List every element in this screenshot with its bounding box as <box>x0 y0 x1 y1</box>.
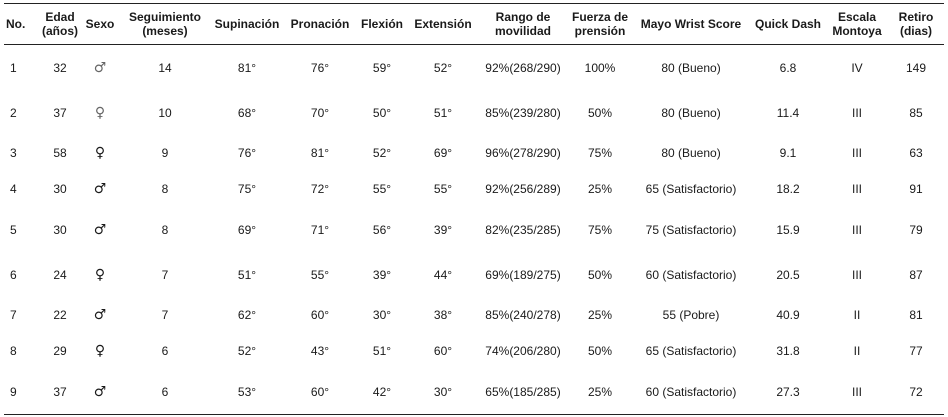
female-symbol-icon: ♀ <box>94 104 106 121</box>
cell-rango: 74%(206/280) <box>485 344 561 358</box>
cell-fuerza: 25% <box>587 384 613 399</box>
cell-edad: 32 <box>53 60 67 75</box>
cell-pronacion: 71° <box>310 222 330 237</box>
cell-sexo <box>80 90 120 135</box>
cell-montoya: III <box>851 146 862 160</box>
cell-extension: 60° <box>433 344 453 358</box>
header-rango: Rango de movilidad <box>494 10 551 38</box>
cell-flexion: 51° <box>372 344 392 358</box>
cell-retiro: 81 <box>909 308 923 322</box>
cell-retiro: 79 <box>909 222 923 237</box>
cell-pronacion: 76° <box>310 60 330 75</box>
cell-montoya: III <box>851 182 862 196</box>
cell-montoya: III <box>851 105 862 120</box>
cell-rango: 69%(189/275) <box>485 267 561 282</box>
cell-seguimiento: 6 <box>161 384 169 399</box>
table-row <box>4 297 944 333</box>
cell-no: 6 <box>10 267 17 282</box>
cell-pronacion: 55° <box>310 267 330 282</box>
cell-edad: 24 <box>53 267 67 282</box>
cell-mayo: 60 (Satisfactorio) <box>645 267 737 282</box>
header-supinacion: Supinación <box>214 17 280 31</box>
cell-sexo <box>80 207 120 252</box>
cell-mayo: 65 (Satisfactorio) <box>645 182 737 196</box>
cell-rango: 92%(268/290) <box>485 60 561 75</box>
cell-extension: 52° <box>433 60 453 75</box>
cell-sexo <box>80 297 120 333</box>
cell-montoya: III <box>851 222 862 237</box>
cell-fuerza: 75% <box>587 146 613 160</box>
cell-quickdash: 27.3 <box>776 384 800 399</box>
cell-quickdash: 6.8 <box>779 60 797 75</box>
cell-seguimiento: 6 <box>161 344 169 358</box>
cell-quickdash: 20.5 <box>776 267 800 282</box>
table-row <box>4 135 944 171</box>
cell-pronacion: 43° <box>310 344 330 358</box>
female-symbol-icon: ♀ <box>94 145 106 161</box>
cell-supinacion: 81° <box>237 60 257 75</box>
table-row <box>4 369 944 415</box>
cell-seguimiento: 7 <box>161 308 169 322</box>
cell-no: 8 <box>10 344 17 358</box>
cell-extension: 44° <box>433 267 453 282</box>
header-montoya: Escala Montoya <box>832 10 882 38</box>
cell-sexo <box>80 369 120 415</box>
cell-flexion: 52° <box>372 146 392 160</box>
cell-fuerza: 50% <box>587 267 613 282</box>
cell-quickdash: 40.9 <box>776 308 800 322</box>
header-flexion: Flexión <box>360 17 403 31</box>
cell-seguimiento: 8 <box>161 222 169 237</box>
cell-quickdash: 9.1 <box>779 146 797 160</box>
cell-fuerza: 25% <box>587 182 613 196</box>
header-extension: Extensión <box>414 17 472 31</box>
cell-supinacion: 75° <box>237 182 257 196</box>
cell-supinacion: 69° <box>237 222 257 237</box>
cell-quickdash: 11.4 <box>776 105 800 120</box>
table-row <box>4 333 944 369</box>
cell-edad: 37 <box>53 384 67 399</box>
cell-retiro: 149 <box>905 60 927 75</box>
cell-montoya: II <box>853 308 861 322</box>
header-no: No. <box>6 17 26 31</box>
cell-sexo <box>80 252 120 297</box>
cell-pronacion: 70° <box>310 105 330 120</box>
cell-pronacion: 81° <box>310 146 330 160</box>
cell-pronacion: 72° <box>310 182 330 196</box>
cell-no: 4 <box>10 182 17 196</box>
cell-flexion: 56° <box>372 222 392 237</box>
male-symbol-icon: ♂ <box>93 221 107 238</box>
cell-flexion: 30° <box>372 308 392 322</box>
male-symbol-icon: ♂ <box>93 307 107 323</box>
cell-no: 3 <box>10 146 17 160</box>
cell-extension: 51° <box>433 105 453 120</box>
cell-edad: 58 <box>53 146 67 160</box>
cell-fuerza: 75% <box>587 222 613 237</box>
header-edad: Edad (años) <box>42 10 78 38</box>
header-sexo: Sexo <box>85 17 115 31</box>
male-symbol-icon: ♂ <box>93 59 107 76</box>
header-seguimiento: Seguimiento (meses) <box>128 10 201 38</box>
cell-quickdash: 15.9 <box>776 222 800 237</box>
cell-sexo <box>80 171 120 207</box>
cell-no: 7 <box>10 308 17 322</box>
cell-extension: 30° <box>433 384 453 399</box>
cell-retiro: 85 <box>909 105 923 120</box>
female-symbol-icon: ♀ <box>94 343 106 359</box>
cell-edad: 30 <box>53 182 67 196</box>
header-row <box>4 4 944 45</box>
results-table-container <box>4 3 944 415</box>
cell-flexion: 50° <box>372 105 392 120</box>
cell-supinacion: 62° <box>237 308 257 322</box>
cell-sexo <box>80 333 120 369</box>
cell-seguimiento: 9 <box>161 146 169 160</box>
cell-sexo <box>80 45 120 91</box>
table-row <box>4 171 944 207</box>
cell-quickdash: 18.2 <box>776 182 800 196</box>
cell-mayo: 80 (Bueno) <box>661 146 721 160</box>
header-mayo: Mayo Wrist Score <box>640 17 742 31</box>
cell-edad: 30 <box>53 222 67 237</box>
cell-extension: 38° <box>433 308 453 322</box>
cell-fuerza: 25% <box>587 308 613 322</box>
cell-flexion: 42° <box>372 384 392 399</box>
cell-quickdash: 31.8 <box>776 344 800 358</box>
cell-extension: 55° <box>433 182 453 196</box>
cell-pronacion: 60° <box>310 308 330 322</box>
table-row <box>4 45 944 91</box>
female-symbol-icon: ♀ <box>94 266 106 283</box>
cell-retiro: 77 <box>909 344 923 358</box>
cell-edad: 29 <box>53 344 67 358</box>
cell-seguimiento: 7 <box>161 267 169 282</box>
cell-extension: 39° <box>433 222 453 237</box>
table-row <box>4 207 944 252</box>
cell-fuerza: 50% <box>587 344 613 358</box>
cell-supinacion: 53° <box>237 384 257 399</box>
cell-mayo: 75 (Satisfactorio) <box>645 222 737 237</box>
cell-flexion: 59° <box>372 60 392 75</box>
cell-seguimiento: 8 <box>161 182 169 196</box>
table-body <box>4 45 944 415</box>
cell-seguimiento: 14 <box>158 60 172 75</box>
cell-no: 1 <box>10 60 17 75</box>
cell-no: 9 <box>10 384 17 399</box>
table-row <box>4 252 944 297</box>
header-pronacion: Pronación <box>290 17 350 31</box>
cell-rango: 82%(235/285) <box>485 222 561 237</box>
cell-supinacion: 76° <box>237 146 257 160</box>
cell-rango: 85%(240/278) <box>485 308 561 322</box>
cell-flexion: 39° <box>372 267 392 282</box>
cell-montoya: III <box>851 267 862 282</box>
cell-retiro: 87 <box>909 267 923 282</box>
cell-supinacion: 68° <box>237 105 257 120</box>
cell-rango: 85%(239/280) <box>485 105 561 120</box>
cell-montoya: IV <box>851 60 863 75</box>
cell-retiro: 72 <box>909 384 923 399</box>
cell-fuerza: 100% <box>584 60 616 75</box>
table-row <box>4 90 944 135</box>
results-table <box>4 3 944 415</box>
cell-mayo: 65 (Satisfactorio) <box>645 344 737 358</box>
cell-retiro: 63 <box>909 146 923 160</box>
male-symbol-icon: ♂ <box>93 383 107 400</box>
cell-montoya: II <box>853 344 861 358</box>
header-quickdash: Quick Dash <box>754 17 822 31</box>
cell-montoya: III <box>851 384 862 399</box>
cell-rango: 96%(278/290) <box>485 146 561 160</box>
male-symbol-icon: ♂ <box>93 181 107 197</box>
cell-rango: 92%(256/289) <box>485 182 561 196</box>
cell-supinacion: 52° <box>237 344 257 358</box>
cell-pronacion: 60° <box>310 384 330 399</box>
cell-mayo: 80 (Bueno) <box>661 105 721 120</box>
cell-mayo: 55 (Pobre) <box>662 308 720 322</box>
table-header <box>4 4 944 45</box>
header-fuerza: Fuerza de prensión <box>571 10 628 38</box>
cell-retiro: 91 <box>909 182 923 196</box>
cell-edad: 37 <box>53 105 67 120</box>
cell-no: 5 <box>10 222 17 237</box>
cell-no: 2 <box>10 105 17 120</box>
cell-mayo: 60 (Satisfactorio) <box>645 384 737 399</box>
cell-mayo: 80 (Bueno) <box>661 60 721 75</box>
header-retiro: Retiro (dias) <box>898 10 934 38</box>
cell-seguimiento: 10 <box>158 105 172 120</box>
cell-fuerza: 50% <box>587 105 613 120</box>
cell-extension: 69° <box>433 146 453 160</box>
cell-edad: 22 <box>53 308 67 322</box>
cell-supinacion: 51° <box>237 267 257 282</box>
cell-flexion: 55° <box>372 182 392 196</box>
cell-rango: 65%(185/285) <box>485 384 561 399</box>
cell-sexo <box>80 135 120 171</box>
